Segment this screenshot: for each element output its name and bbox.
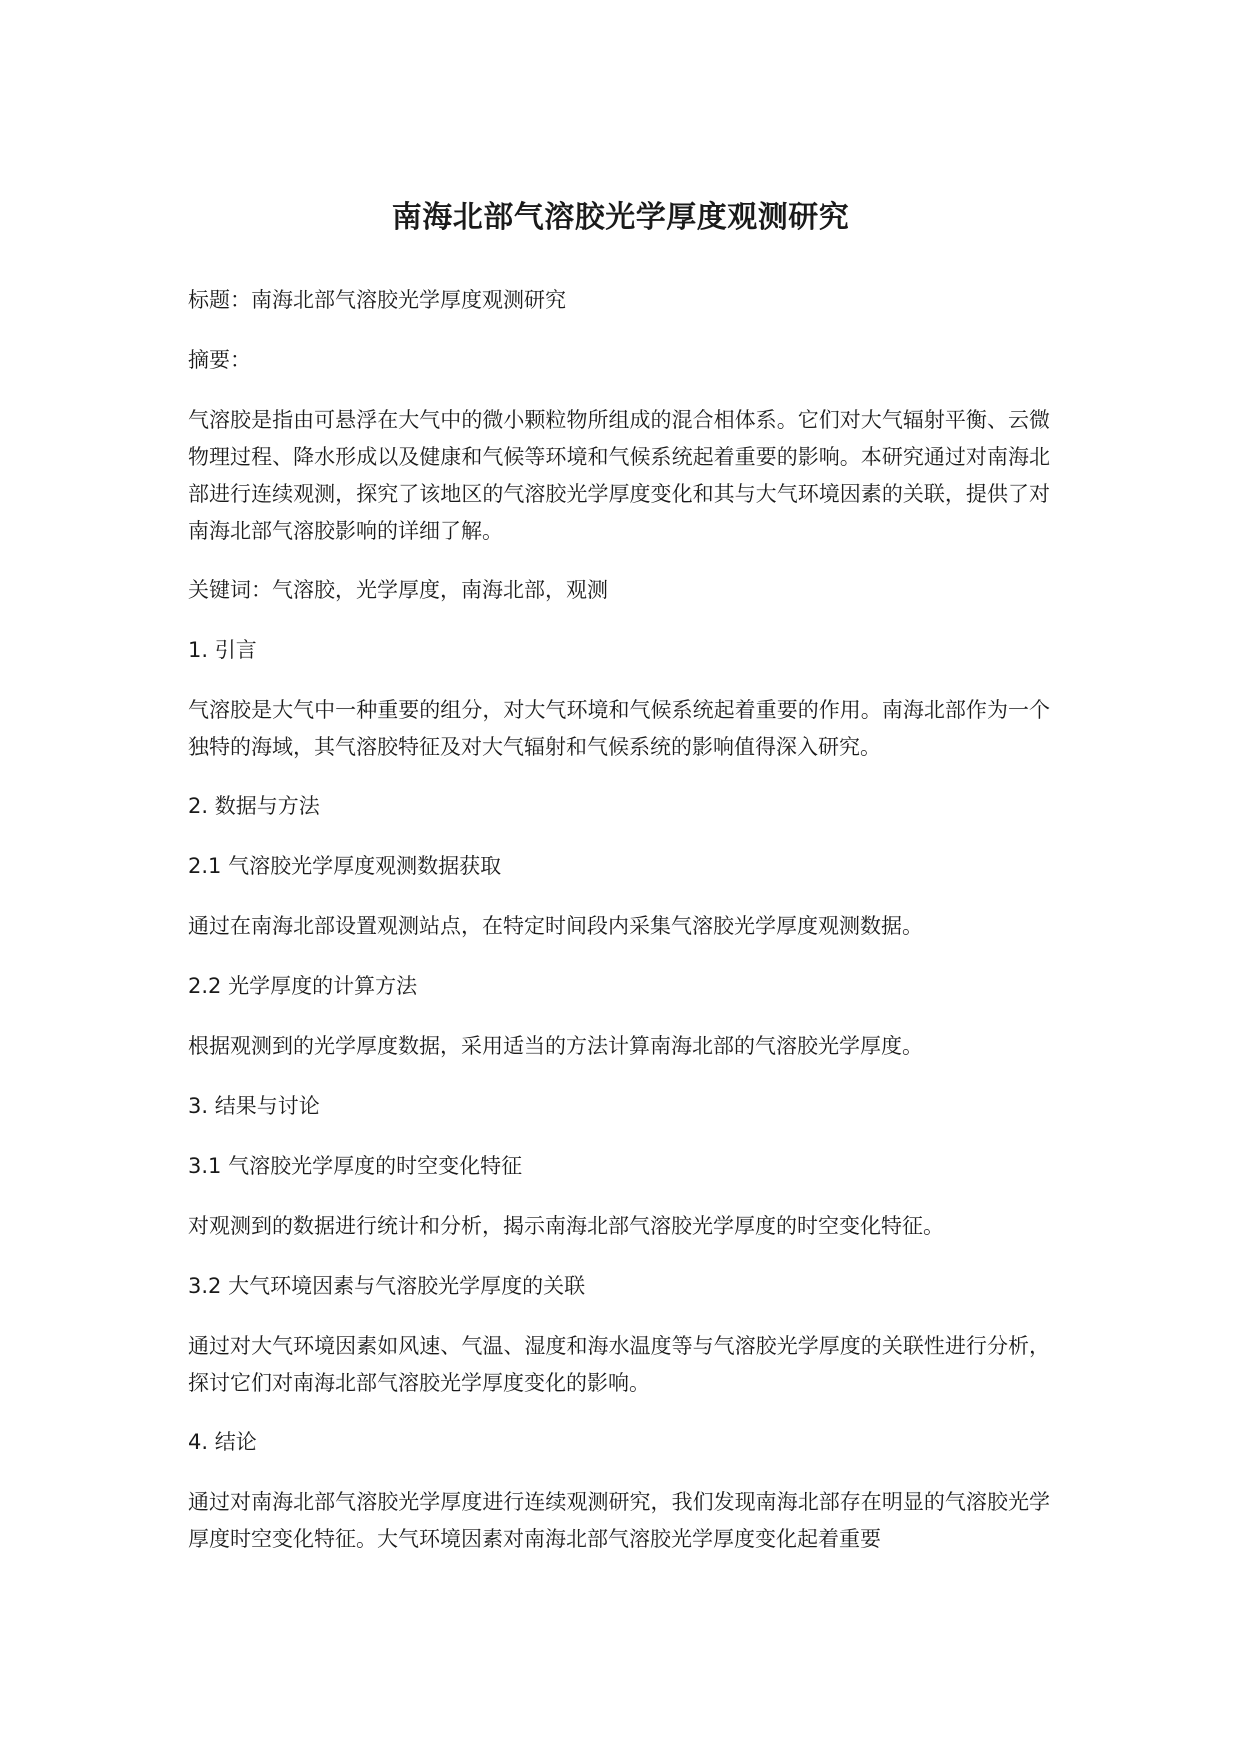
paragraph-2-1: 通过在南海北部设置观测站点，在特定时间段内采集气溶胶光学厚度观测数据。: [188, 914, 923, 938]
keywords-line: 关键词：气溶胶，光学厚度，南海北部，观测: [188, 578, 608, 602]
title-line: 标题：南海北部气溶胶光学厚度观测研究: [188, 288, 566, 312]
section-heading-results: 3. 结果与讨论: [188, 1094, 320, 1118]
section-heading-introduction: 1. 引言: [188, 638, 257, 662]
section-heading-data-methods: 2. 数据与方法: [188, 794, 320, 818]
introduction-paragraph: 气溶胶是大气中一种重要的组分，对大气环境和气候系统起着重要的作用。南海北部作为一个独特的海域，其气溶胶特征及对大气辐射和气候系统的影响值得深入研究。: [188, 698, 1050, 759]
paragraph-3-1: 对观测到的数据进行统计和分析，揭示南海北部气溶胶光学厚度的时空变化特征。: [188, 1214, 944, 1238]
abstract-heading: 摘要：: [188, 348, 251, 372]
paragraph-3-2: 通过对大气环境因素如风速、气温、湿度和海水温度等与气溶胶光学厚度的关联性进行分析，探讨它们对南海北部气溶胶光学厚度变化的影响。: [188, 1334, 1050, 1395]
subsection-heading-3-2: 3.2 大气环境因素与气溶胶光学厚度的关联: [188, 1274, 586, 1298]
subsection-heading-2-2: 2.2 光学厚度的计算方法: [188, 974, 418, 998]
section-heading-conclusion: 4. 结论: [188, 1430, 257, 1454]
subsection-heading-3-1: 3.1 气溶胶光学厚度的时空变化特征: [188, 1154, 523, 1178]
conclusion-paragraph: 通过对南海北部气溶胶光学厚度进行连续观测研究，我们发现南海北部存在明显的气溶胶光学厚度时空变化特征。大气环境因素对南海北部气溶胶光学厚度变化起着重要: [188, 1490, 1050, 1551]
subsection-heading-2-1: 2.1 气溶胶光学厚度观测数据获取: [188, 854, 502, 878]
abstract-paragraph: 气溶胶是指由可悬浮在大气中的微小颗粒物所组成的混合相体系。它们对大气辐射平衡、云微物理过程、降水形成以及健康和气候等环境和气候系统起着重要的影响。本研究通过对南海北部进行连续观测，探究了该地区的气溶胶光学厚度变化和其与大气环境因素的关联，提供了对南海北部气溶胶影响的详细了解。: [188, 408, 1050, 543]
paragraph-2-2: 根据观测到的光学厚度数据，采用适当的方法计算南海北部的气溶胶光学厚度。: [188, 1034, 923, 1058]
document-body: [188, 282, 1050, 1580]
document-title: 南海北部气溶胶光学厚度观测研究: [391, 200, 850, 236]
